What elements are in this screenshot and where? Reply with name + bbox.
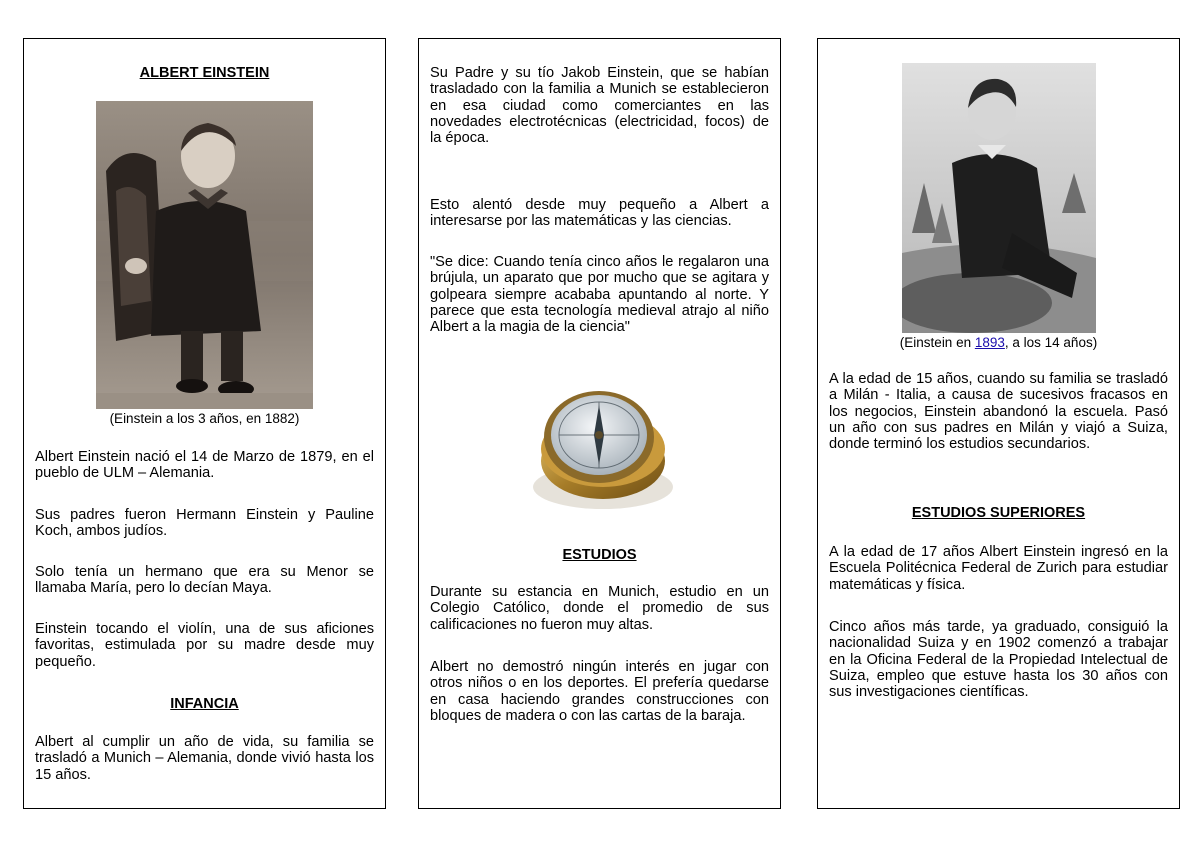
- brochure-panel-3: [817, 38, 1180, 809]
- paragraph-violin: Einstein tocando el violín, una de sus aficiones favoritas, estimulada por su madre desde muy pequeño.: [35, 621, 374, 670]
- brochure-panel-1: [23, 38, 386, 809]
- paragraph-school: Durante su estancia en Munich, estudio en un Colegio Católico, donde el promedio de sus calificaciones no fueron muy altas.: [430, 584, 769, 633]
- caption-text-pre: (Einstein en: [899, 335, 975, 350]
- section-heading-estudios: ESTUDIOS: [562, 547, 637, 563]
- caption-text-post: , a los 14 años): [1004, 335, 1098, 350]
- teen-portrait-photo-icon: [902, 63, 1096, 333]
- main-title: ALBERT EINSTEIN: [139, 65, 270, 81]
- compass-icon: [523, 369, 678, 524]
- paragraph-sibling: Solo tenía un hermano que era su Menor se llamaba María, pero lo decían Maya.: [35, 564, 374, 597]
- paragraph-zurich: A la edad de 17 años Albert Einstein ingresó en la Escuela Politécnica Federal de Zurich para estudiar matemáticas y física.: [829, 544, 1168, 593]
- section-heading-estudios-superiores: ESTUDIOS SUPERIORES: [911, 505, 1086, 521]
- paragraph-birth: Albert Einstein nació el 14 de Marzo de 1879, en el pueblo de ULM – Alemania.: [35, 449, 374, 482]
- photo-caption-teen: [818, 335, 1179, 350]
- paragraph-infancia: Albert al cumplir un año de vida, su familia se trasladó a Munich – Alemania, donde vivió hasta los 15 años.: [35, 734, 374, 783]
- child-portrait-photo-icon: [96, 101, 313, 409]
- paragraph-encouragement: Esto alentó desde muy pequeño a Albert a interesarse por las matemáticas y las ciencias.: [430, 197, 769, 230]
- brochure-panel-2: [418, 38, 781, 809]
- paragraph-father: Su Padre y su tío Jakob Einstein, que se habían trasladado con la familia a Munich se establecieron en esa ciudad como comerciantes en las novedades electrotécnicas (electricidad, focos) de la época.: [430, 65, 769, 147]
- photo-caption: (Einstein a los 3 años, en 1882): [109, 411, 300, 426]
- paragraph-interests: Albert no demostró ningún interés en jugar con otros niños o en los deportes. El prefería quedarse en casa haciendo grandes construcciones con bloques de madera o con las cartas de la baraja.: [430, 659, 769, 724]
- paragraph-compass-story: "Se dice: Cuando tenía cinco años le regalaron una brújula, un aparato que por mucho que se agitara y golpeara siempre acababa apuntando al norte. Y parece que esta tecnología medieval atrajo al niño Albert a la magia de la ciencia": [430, 254, 769, 336]
- paragraph-career: Cinco años más tarde, ya graduado, consiguió la nacionalidad Suiza y en 1902 comenzó a trabajar en la Oficina Federal de la Propiedad Intelectual de Suiza, empleo que estuve hasta los 30 años con sus investigaciones científicas.: [829, 619, 1168, 701]
- paragraph-milan: A la edad de 15 años, cuando su familia se trasladó a Milán - Italia, a causa de sucesivos fracasos en los negocios, Einstein abandonó la escuela. Pasó un año con sus padres en Milán y viajó a Suiza, donde terminó los estudios secundarios.: [829, 371, 1168, 453]
- year-1893-link[interactable]: 1893: [974, 335, 1005, 350]
- section-heading-infancia: INFANCIA: [170, 696, 239, 712]
- paragraph-parents: Sus padres fueron Hermann Einstein y Pauline Koch, ambos judíos.: [35, 507, 374, 540]
